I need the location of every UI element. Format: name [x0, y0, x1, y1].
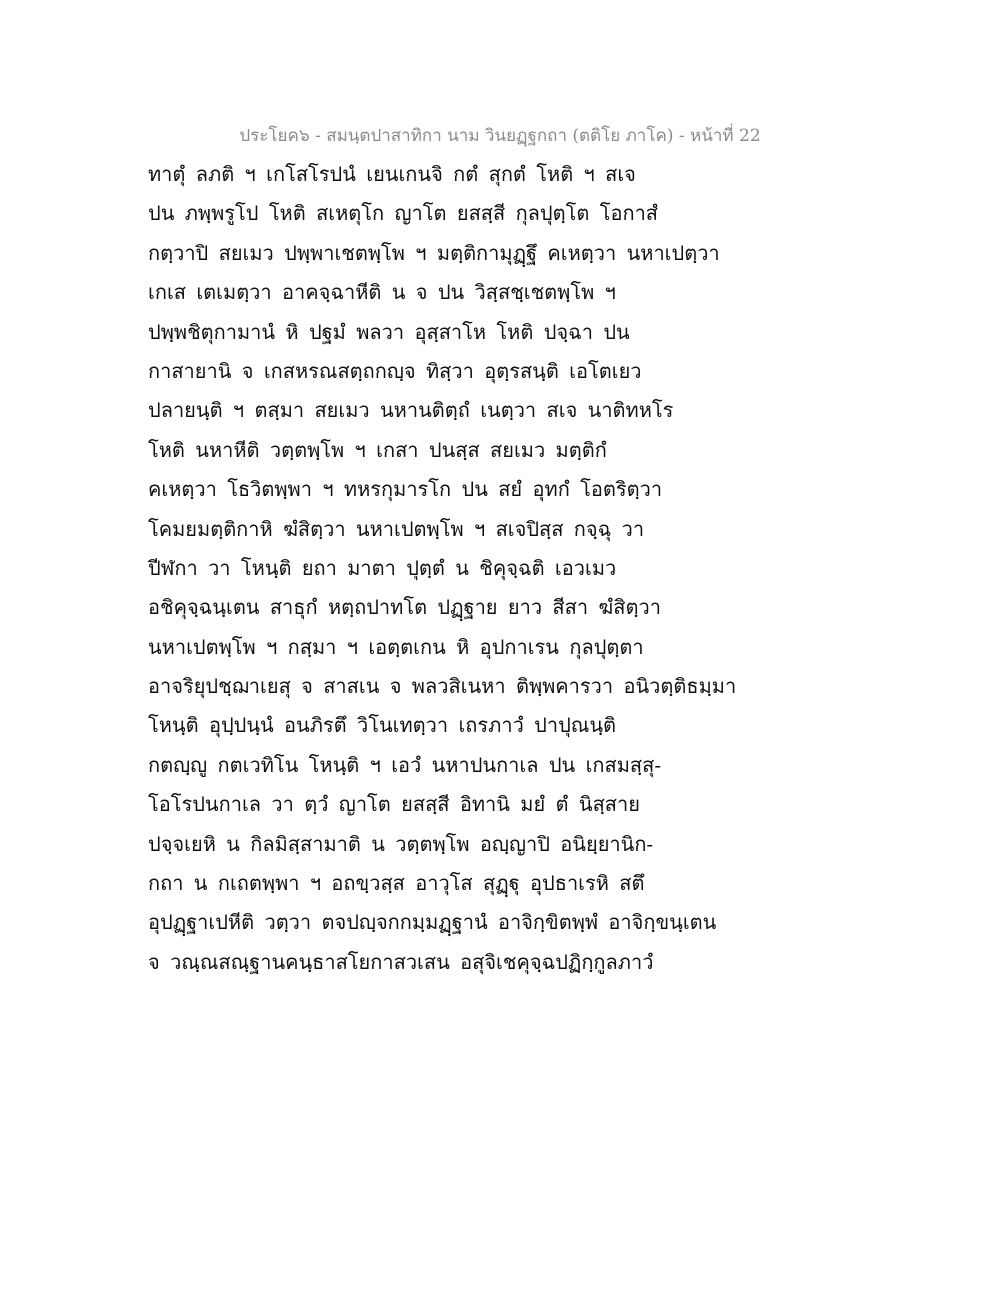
text-line: อุปฏฺฐาเปหีติ วตฺวา ตจปญฺจกกมฺมฏฺฐานํ อาจิกฺขิตพฺพํ อาจิกฺขนฺเตน [148, 910, 717, 935]
text-line: ปจฺจเยหิ น กิลมิสฺสามาติ น วตฺตพฺโพ อญฺญาปิ อนิยฺยานิก- [148, 831, 654, 856]
text-line: ทาตุํ ลภติ ฯ เกโสโรปนํ เยนเกนจิ กตํ สุกตํ โหติ ฯ สเจ [148, 162, 636, 186]
text-line: กาสายานิ จ เกสหรณสตฺถกญฺจ ทิสฺวา อุตฺรสนฺติ เอโตเยว [148, 358, 642, 383]
text-line: เกเส เตเมตฺวา อาคจฺฉาหีติ น จ ปน วิสฺสชฺเชตพฺโพ ฯ [148, 280, 616, 305]
text-line: กถา น กเถตพฺพา ฯ อถขฺวสฺส อาวุโส สุฏฺฐุ อุปธาเรหิ สตึ [148, 871, 645, 896]
body-text [148, 159, 737, 986]
text-line: นหาเปตพฺโพ ฯ กสฺมา ฯ เอตฺตเกน หิ อุปกาเรน กุลปุตฺตา [148, 634, 644, 659]
text-line: อาจริยุปชฺฌาเยสุ จ สาสเน จ พลวสิเนหา ติพฺพคารวา อนิวตฺติธมฺมา [148, 674, 737, 699]
text-line: อชิคุจฺฉนฺเตน สาธุกํ หตฺถปาทโต ปฏฺฐาย ยาว สีสา ฆํสิตฺวา [148, 595, 661, 620]
text-line: ปีฬกา วา โหนฺติ ยถา มาตา ปุตฺตํ น ชิคุจฺฉติ เอวเมว [148, 555, 617, 580]
text-line: โคมยมตฺติกาหิ ฆํสิตฺวา นหาเปตพฺโพ ฯ สเจปิสฺส กจฺฉุ วา [148, 516, 645, 541]
text-line: กตฺวาปิ สยเมว ปพฺพาเชตพฺโพ ฯ มตฺติกามุฏฺฐึ คเหตฺวา นหาเปตฺวา [148, 240, 720, 265]
running-header-text: ประโยค๖ - สมนฺตปาสาทิกา นาม วินยฏฺฐกถา (ตติโย ภาโค) - หน้าที่ 22 [239, 126, 761, 146]
running-header [0, 122, 1000, 149]
text-line: ปน ภพฺพรูโป โหติ สเหตุโก ญาโต ยสสฺสี กุลปุตฺโต โอกาสํ [148, 201, 659, 226]
text-line: โอโรปนกาเล วา ตฺวํ ญาโต ยสสฺสี อิทานิ มยํ ตํ นิสฺสาย [148, 792, 640, 817]
text-line: คเหตฺวา โธวิตพฺพา ฯ ทหรกุมารโก ปน สยํ อุทกํ โอตริตฺวา [148, 477, 663, 502]
text-line: โหนฺติ อุปฺปนฺนํ อนภิรตึ วิโนเทตฺวา เถรภาวํ ปาปุณนฺติ [148, 713, 616, 738]
text-line: จ วณฺณสณฺฐานคนฺธาสโยกาสวเสน อสุจิเชคุจฺฉปฏิกฺกูลภาวํ [148, 949, 654, 974]
text-line: โหติ นหาหีติ วตฺตพฺโพ ฯ เกสา ปนสฺส สยเมว มตฺติกํ [148, 437, 607, 462]
text-line: ปลายนฺติ ฯ ตสฺมา สยเมว นหานติตฺถํ เนตฺวา สเจ นาติทหโร [148, 398, 674, 423]
text-line: กตญฺญู กตเวทิโน โหนฺติ ฯ เอวํ นหาปนกาเล ปน เกสมสฺสุ- [148, 752, 662, 777]
text-line: ปพฺพชิตุกามานํ หิ ปฐมํ พลวา อุสฺสาโห โหติ ปจฺฉา ปน [148, 319, 630, 344]
